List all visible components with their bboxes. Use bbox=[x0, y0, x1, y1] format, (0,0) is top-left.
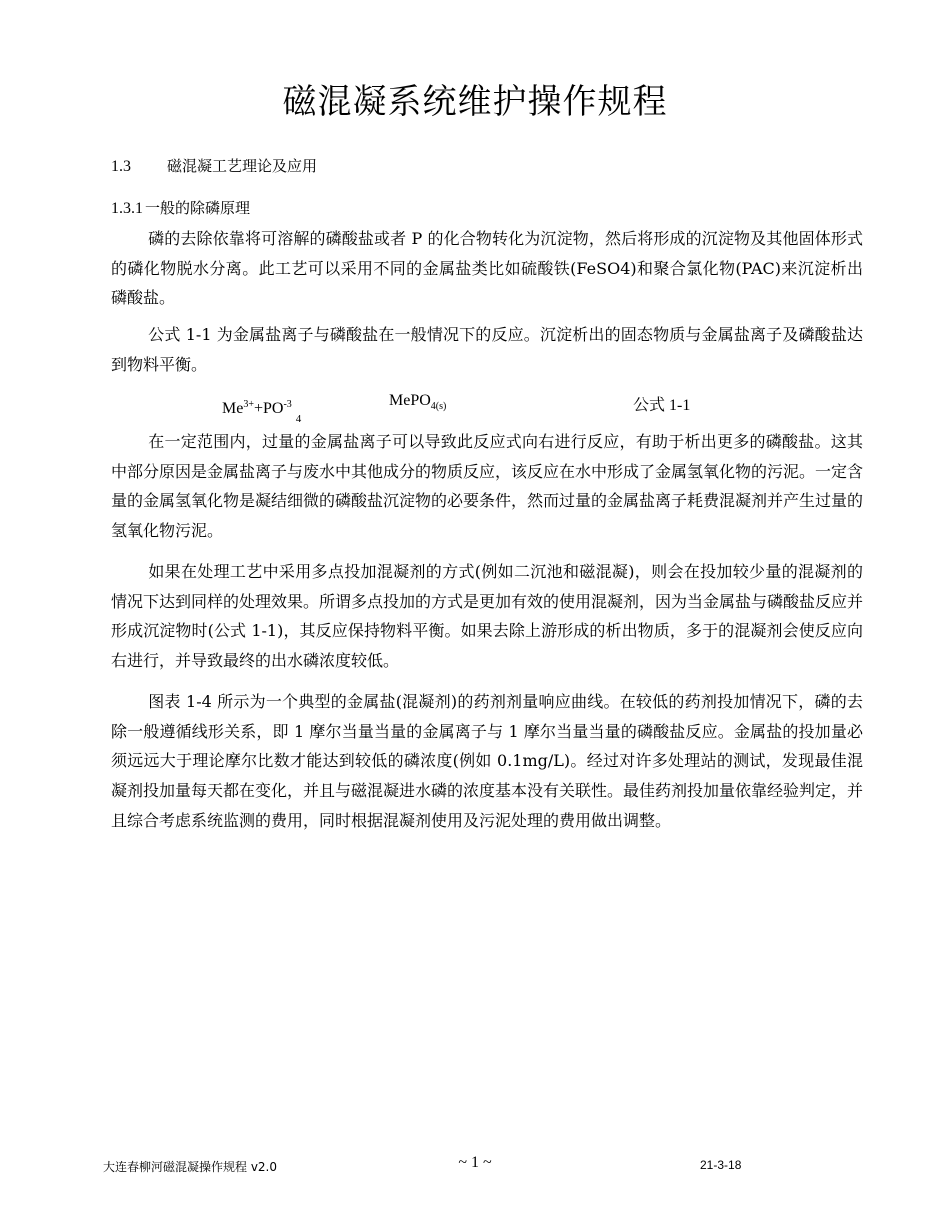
paragraph-5-text: 图表 1-4 所示为一个典型的金属盐(混凝剂)的药剂剂量响应曲线。在较低的药剂投加情况下，磷的去除一般遵循线形关系，即 1 摩尔当量当量的金属离子与 1 摩尔当量当量的磷酸盐反应。金属盐的投加量必须远远大于理论摩尔比数才能达到较低的磷浓度(例如 0.1mg/L)。经过对许多处理站的测试，发现最佳混凝剂投加量每天都在变化，并且与磁混凝进水磷的浓度基本没有关联性。最佳药剂投加量依靠经验判定，并且综合考虑系统监测的费用，同时根据混凝剂使用及污泥处理的费用做出调整。 bbox=[111, 692, 864, 830]
footer-date: 21-3-18 bbox=[700, 1158, 742, 1172]
formula-label: 公式 1-1 bbox=[633, 397, 691, 414]
paragraph-1 bbox=[111, 224, 863, 313]
formula-me: Me bbox=[222, 400, 244, 417]
paragraph-4-text: 如果在处理工艺中采用多点投加混凝剂的方式(例如二沉池和磁混凝)，则会在投加较少量的混凝剂的情况下达到同样的处理效果。所谓多点投加的方式是更加有效的使用混凝剂，因为当金属盐与磷酸盐反应并形成沉淀物时(公式 1-1)，其反应保持物料平衡。如果去除上游形成的析出物质，多于的混凝剂会使反应向右进行，并导致最终的出水磷浓度较低。 bbox=[111, 562, 864, 671]
footer-document-name: 大连春柳河磁混凝操作规程 v2.0 bbox=[103, 1160, 278, 1174]
section-number: 1.3 bbox=[111, 158, 131, 175]
section-title: 磁混凝工艺理论及应用 bbox=[167, 157, 318, 175]
formula-mepo: MePO bbox=[389, 392, 431, 409]
formula-po-subscript: 4 bbox=[295, 413, 302, 425]
paragraph-5 bbox=[111, 687, 863, 836]
paragraph-2-text: 公式 1-1 为金属盐离子与磷酸盐在一般情况下的反应。沉淀析出的固态物质与金属盐离子及磷酸盐达到物料平衡。 bbox=[111, 325, 863, 374]
subsection-heading bbox=[111, 197, 250, 218]
formula-mepo-subscript: 4(s) bbox=[430, 401, 447, 412]
paragraph-3 bbox=[111, 427, 863, 546]
formula-po: +PO bbox=[253, 400, 284, 417]
formula-product bbox=[389, 392, 446, 412]
paragraph-1-text: 磷的去除依靠将可溶解的磷酸盐或者 P 的化合物转化为沉淀物，然后将形成的沉淀物及其他固体形式的磷化物脱水分离。此工艺可以采用不同的金属盐类比如硫酸铁(FeSO4)和聚合氯化物(PAC)来沉淀析出磷酸盐。 bbox=[111, 229, 863, 308]
footer-page-number: ~ 1 ~ bbox=[458, 1154, 492, 1171]
subsection-number: 1.3.1 bbox=[111, 200, 143, 217]
paragraph-3-text: 在一定范围内，过量的金属盐离子可以导致此反应式向右进行反应，有助于析出更多的磷酸盐。这其中部分原因是金属盐离子与废水中其他成分的物质反应，该反应在水中形成了金属氢氧化物的污泥。一定含量的金属氢氧化物是凝结细微的磷酸盐沉淀物的必要条件，然而过量的金属盐离子耗费混凝剂并产生过量的氢氧化物污泥。 bbox=[111, 432, 864, 541]
formula-reactants bbox=[222, 399, 302, 425]
paragraph-4 bbox=[111, 557, 863, 676]
section-heading bbox=[111, 155, 317, 176]
paragraph-2 bbox=[111, 320, 863, 379]
formula-1-1 bbox=[0, 390, 950, 430]
formula-po-charge: -3 bbox=[283, 399, 292, 410]
subsection-title: 一般的除磷原理 bbox=[145, 199, 251, 217]
formula-me-charge: 3+ bbox=[243, 399, 254, 410]
document-title: 磁混凝系统维护操作规程 bbox=[282, 82, 668, 122]
